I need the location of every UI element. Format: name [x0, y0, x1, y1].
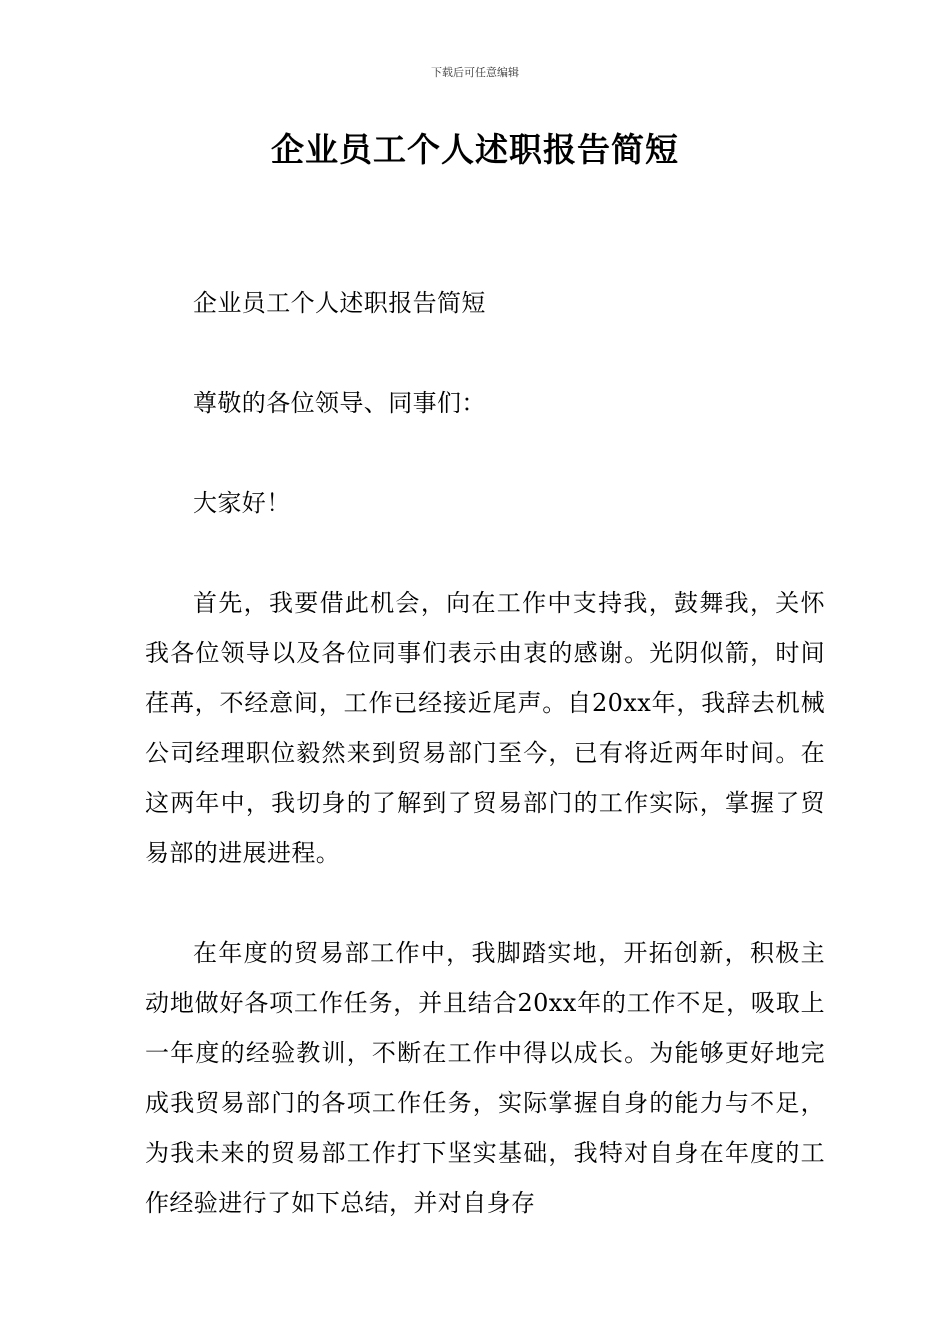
paragraph-greeting: 大家好！ [193, 489, 291, 517]
document-body [145, 278, 825, 1278]
paragraph-salutation: 尊敬的各位领导、同事们： [193, 389, 486, 417]
paragraph-summary: 在年度的贸易部工作中，我脚踏实地，开拓创新，积极主动地做好各项工作任务，并且结合20xx年的工作不足，吸取上一年度的经验教训，不断在工作中得以成长。为能够更好地完成我贸易部门的各项工作任务，实际掌握自身的能力与不足，为我未来的贸易部工作打下坚实基础，我特对自身在年度的工作经验进行了如下总结，并对自身存 [145, 939, 825, 1217]
document-title: 企业员工个人述职报告简短 [271, 130, 679, 169]
paragraph-subtitle: 企业员工个人述职报告简短 [193, 289, 486, 317]
paragraph-intro: 首先，我要借此机会，向在工作中支持我，鼓舞我，关怀我各位领导以及各位同事们表示由衷的感谢。光阴似箭，时间荏苒，不经意间，工作已经接近尾声。自20xx年，我辞去机械公司经理职位毅然来到贸易部门至今，已有将近两年时间。在这两年中，我切身的了解到了贸易部门的工作实际，掌握了贸易部的进展进程。 [145, 589, 825, 867]
header-note: 下载后可任意编辑 [431, 66, 519, 79]
